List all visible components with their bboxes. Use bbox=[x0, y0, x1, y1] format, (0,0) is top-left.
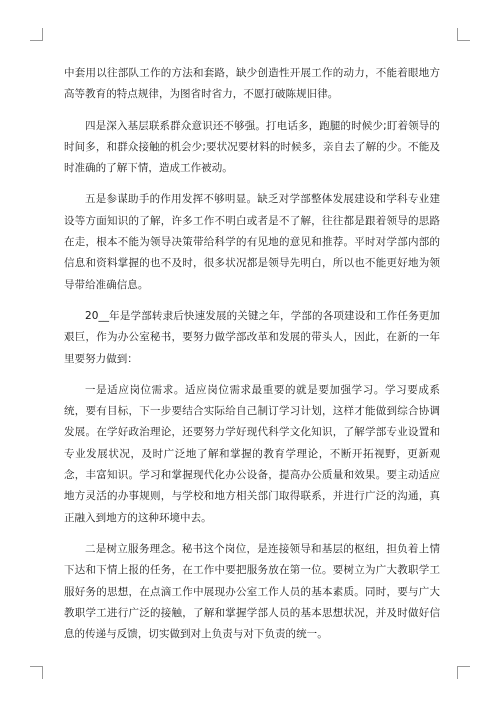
paragraph-5: 一是适应岗位需求。适应岗位需求最重要的就是要加强学习。学习要成系统，要有目标，下一步要结合实际给自己制订学习计划，这样才能做到综合协调发展。在学好政治理论，还要努力学好现代科学文化知识，了解学部专业设置和专业发展状况，及时广泛地了解和掌握的教育学理论，不断开拓视野，更新观念，丰富知识。学习和掌握现代化办公设备，提高办公质量和效果。要主动适应地方灵活的办事规则，与学校和地方相关部门取得联系，并进行广泛的沟通，真正融入到地方的这种环境中去。 bbox=[64, 383, 440, 524]
crop-mark-top-left bbox=[30, 28, 43, 41]
crop-mark-top-right bbox=[457, 28, 470, 41]
crop-mark-bottom-right bbox=[457, 666, 470, 679]
paragraph-6: 二是树立服务理念。秘书这个岗位，是连接领导和基层的枢纽，担负着上情下达和下情上报的任务，在工作中要把服务放在第一位。要树立为广大教职学工服好务的思想，在点滴工作中展现办公室工作人员的基本素质。同时，要与广大教职学工进行广泛的接触，了解和掌握学部人员的基本思想状况，并及时做好信息的传递与反馈，切实做到对上负责与对下负责的统一。 bbox=[64, 542, 440, 641]
paragraph-2: 四是深入基层联系群众意识还不够强。打电话多，跑腿的时候少;盯着领导的时间多，和群众接触的机会少;要状况要材料的时候多，亲自去了解的少。不能及时准确的了解下情，造成工作被动。 bbox=[64, 119, 440, 175]
paragraph-4: 20__年是学部转隶后快速发展的关键之年，学部的各项建设和工作任务更加艰巨，作为办公室秘书，要努力做学部改革和发展的带头人，因此，在新的一年里要努力做到： bbox=[64, 309, 440, 365]
document-body bbox=[64, 63, 440, 655]
crop-mark-bottom-left bbox=[30, 666, 43, 679]
paragraph-1: 中套用以往部队工作的方法和套路，缺少创造性开展工作的动力，不能着眼地方高等教育的特点规律，为图省时省力，不愿打破陈规旧律。 bbox=[64, 67, 440, 101]
paragraph-3: 五是参谋助手的作用发挥不够明显。缺乏对学部整体发展建设和学科专业建设等方面知识的了解，许多工作不明白或者是不了解，往往都是跟着领导的思路在走，根本不能为领导决策带给科学的有见地的意见和推荐。平时对学部内部的信息和资料掌握的也不及时，很多状况都是领导先明白，所以也不能更好地为领导带给准确信息。 bbox=[64, 193, 440, 291]
